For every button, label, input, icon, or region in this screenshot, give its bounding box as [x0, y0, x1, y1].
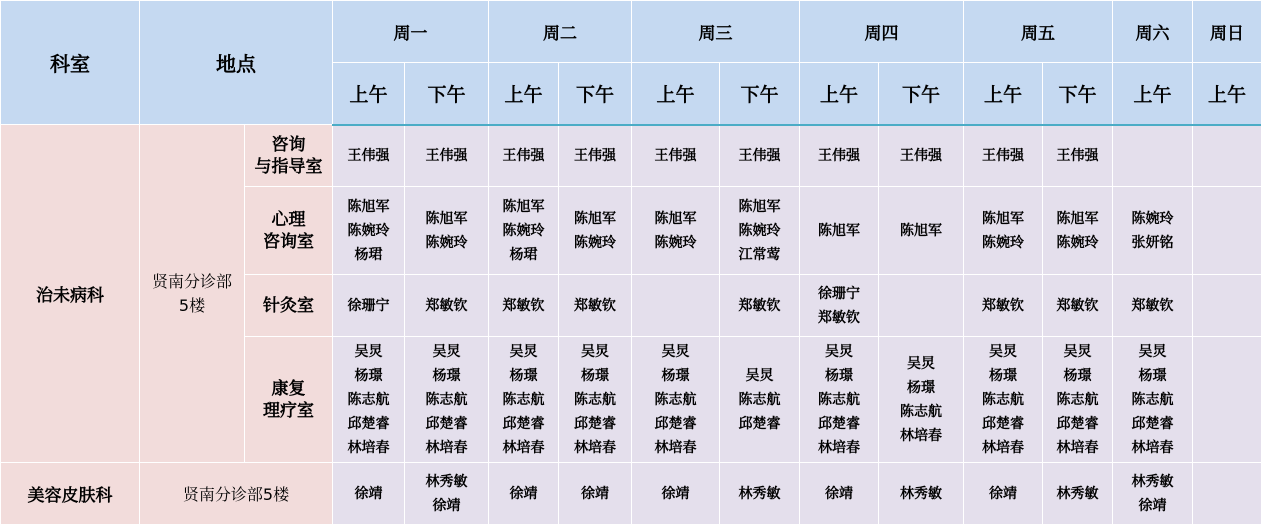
- schedule-cell: [1193, 463, 1261, 525]
- header-am: 上午: [964, 63, 1043, 125]
- location-xiannan: 贤南分诊部 5楼: [140, 125, 245, 463]
- schedule-cell: 徐靖: [964, 463, 1043, 525]
- schedule-cell: 吴炅 杨璟 陈志航 邱楚睿 林培春: [1043, 337, 1113, 463]
- schedule-cell: 陈旭军 陈婉玲: [1043, 187, 1113, 275]
- schedule-cell: 吴炅 杨璟 陈志航 邱楚睿 林培春: [489, 337, 559, 463]
- schedule-cell: [1193, 125, 1261, 187]
- schedule-cell: 徐靖: [800, 463, 879, 525]
- schedule-cell: 徐靖: [559, 463, 632, 525]
- schedule-cell: 陈旭军 陈婉玲: [559, 187, 632, 275]
- schedule-cell: 林秀敏: [1043, 463, 1113, 525]
- schedule-cell: 郑敏钦: [405, 275, 489, 337]
- schedule-cell: 郑敏钦: [720, 275, 800, 337]
- header-pm: 下午: [1043, 63, 1113, 125]
- schedule-cell: 王伟强: [405, 125, 489, 187]
- schedule-cell: 王伟强: [1043, 125, 1113, 187]
- header-day-sat: 周六: [1113, 1, 1193, 63]
- schedule-cell: 王伟强: [632, 125, 720, 187]
- schedule-cell: 王伟强: [800, 125, 879, 187]
- schedule-cell: 王伟强: [333, 125, 405, 187]
- schedule-cell: 吴炅 杨璟 陈志航 邱楚睿 林培春: [559, 337, 632, 463]
- table-row: [1, 463, 1261, 525]
- schedule-cell: 林秀敏 徐靖: [405, 463, 489, 525]
- schedule-cell: 郑敏钦: [559, 275, 632, 337]
- header-location: 地点: [140, 1, 333, 125]
- room-rehab: 康复 理疗室: [245, 337, 333, 463]
- header-day-fri: 周五: [964, 1, 1113, 63]
- schedule-cell: 陈旭军 陈婉玲: [632, 187, 720, 275]
- schedule-cell: 王伟强: [720, 125, 800, 187]
- header-am: 上午: [632, 63, 720, 125]
- schedule-cell: 吴炅 陈志航 邱楚睿: [720, 337, 800, 463]
- schedule-cell: 吴炅 杨璟 陈志航 邱楚睿 林培春: [632, 337, 720, 463]
- room-acupuncture: 针灸室: [245, 275, 333, 337]
- schedule-cell: 陈旭军: [800, 187, 879, 275]
- schedule-cell: 王伟强: [879, 125, 964, 187]
- dept-zhiweibing: 治未病科: [1, 125, 140, 463]
- schedule-cell: 王伟强: [964, 125, 1043, 187]
- header-pm: 下午: [879, 63, 964, 125]
- schedule-cell: 吴炅 杨璟 陈志航 邱楚睿 林培春: [964, 337, 1043, 463]
- schedule-cell: 徐珊宁 郑敏钦: [800, 275, 879, 337]
- header-day-thu: 周四: [800, 1, 964, 63]
- schedule-cell: [1193, 275, 1261, 337]
- schedule-cell: 郑敏钦: [964, 275, 1043, 337]
- schedule-cell: 徐靖: [489, 463, 559, 525]
- schedule-cell: 陈旭军 陈婉玲 江常莺: [720, 187, 800, 275]
- room-consult: 咨询 与指导室: [245, 125, 333, 187]
- schedule-cell: 林秀敏: [879, 463, 964, 525]
- table-row: [1, 125, 1261, 187]
- header-am: 上午: [800, 63, 879, 125]
- schedule-cell: 陈旭军: [879, 187, 964, 275]
- schedule-cell: 徐珊宁: [333, 275, 405, 337]
- header-day-mon: 周一: [333, 1, 489, 63]
- schedule-cell: 陈婉玲 张妍铭: [1113, 187, 1193, 275]
- header-am: 上午: [1193, 63, 1261, 125]
- header-dept: 科室: [1, 1, 140, 125]
- schedule-cell: 郑敏钦: [1113, 275, 1193, 337]
- schedule-cell: 陈旭军 陈婉玲: [405, 187, 489, 275]
- schedule-cell: 郑敏钦: [489, 275, 559, 337]
- schedule-cell: 吴炅 杨璟 陈志航 林培春: [879, 337, 964, 463]
- schedule-cell: 王伟强: [489, 125, 559, 187]
- header-pm: 下午: [405, 63, 489, 125]
- schedule-cell: 吴炅 杨璟 陈志航 邱楚睿 林培春: [800, 337, 879, 463]
- header-day-wed: 周三: [632, 1, 800, 63]
- header-day-tue: 周二: [489, 1, 632, 63]
- schedule-cell: 徐靖: [333, 463, 405, 525]
- schedule-cell: 林秀敏: [720, 463, 800, 525]
- header-day-sun: 周日: [1193, 1, 1261, 63]
- header-pm: 下午: [559, 63, 632, 125]
- schedule-cell: 郑敏钦: [1043, 275, 1113, 337]
- schedule-cell: 陈旭军 陈婉玲 杨珺: [333, 187, 405, 275]
- schedule-cell: [1193, 337, 1261, 463]
- dept-meirong: 美容皮肤科: [1, 463, 140, 525]
- schedule-cell: 陈旭军 陈婉玲 杨珺: [489, 187, 559, 275]
- schedule-cell: [1193, 187, 1261, 275]
- schedule-cell: [1113, 125, 1193, 187]
- header-am: 上午: [333, 63, 405, 125]
- schedule-cell: 吴炅 杨璟 陈志航 邱楚睿 林培春: [333, 337, 405, 463]
- room-psych: 心理 咨询室: [245, 187, 333, 275]
- schedule-cell: [879, 275, 964, 337]
- header-pm: 下午: [720, 63, 800, 125]
- header-am: 上午: [1113, 63, 1193, 125]
- schedule-cell: 王伟强: [559, 125, 632, 187]
- schedule-cell: 陈旭军 陈婉玲: [964, 187, 1043, 275]
- schedule-cell: 吴炅 杨璟 陈志航 邱楚睿 林培春: [405, 337, 489, 463]
- location-meirong: 贤南分诊部5楼: [140, 463, 333, 525]
- schedule-cell: 吴炅 杨璟 陈志航 邱楚睿 林培春: [1113, 337, 1193, 463]
- schedule-cell: 徐靖: [632, 463, 720, 525]
- header-am: 上午: [489, 63, 559, 125]
- schedule-cell: 林秀敏 徐靖: [1113, 463, 1193, 525]
- schedule-cell: [632, 275, 720, 337]
